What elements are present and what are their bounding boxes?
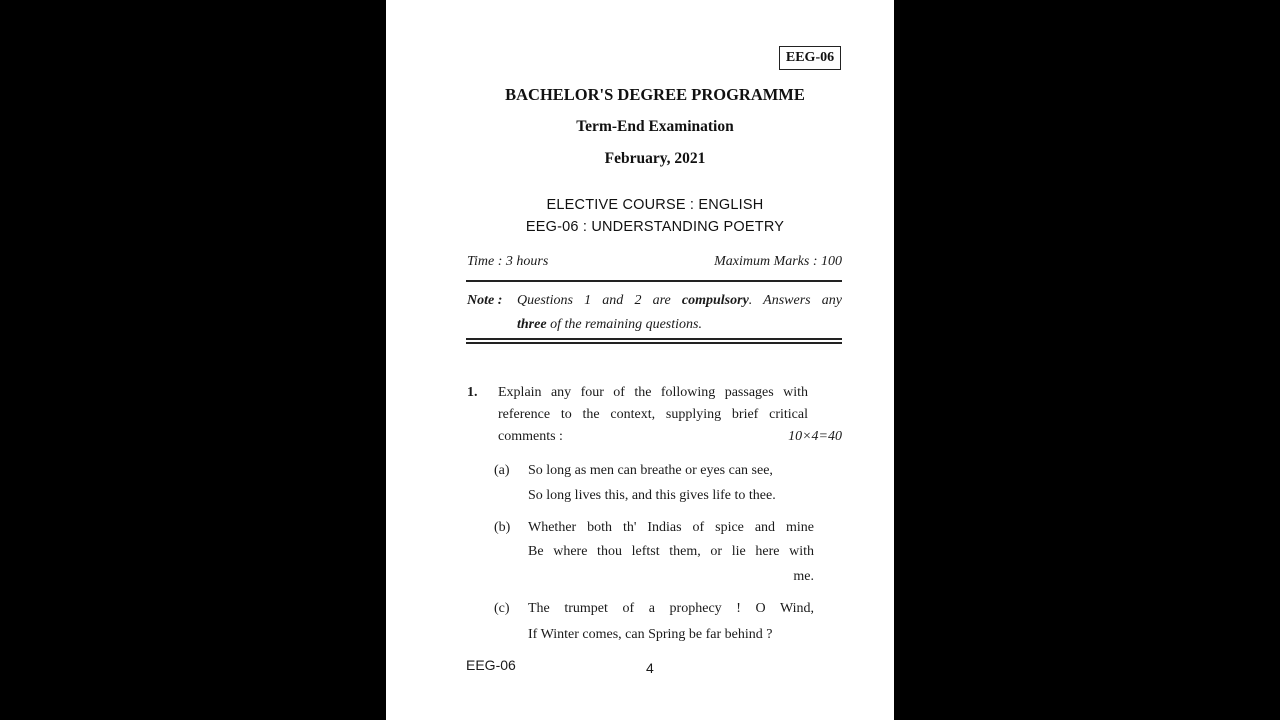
passage-line: The trumpet of a prophecy ! O Wind, — [528, 601, 814, 616]
page-number: 4 — [646, 660, 654, 676]
question-line: comments : — [498, 429, 563, 444]
part-label: (b) — [494, 520, 511, 535]
passage-line: So long lives this, and this gives life to thee. — [528, 488, 776, 503]
part-label: (a) — [494, 463, 510, 478]
note-text: . Answers any — [748, 293, 842, 308]
question-line: Explain any four of the following passages with — [498, 385, 808, 400]
exam-title: Term-End Examination — [576, 118, 734, 135]
note-bold-three: three — [517, 317, 547, 332]
double-rule-top — [466, 338, 842, 340]
note-line-2 — [517, 317, 702, 333]
note-text: Questions 1 and 2 are — [517, 293, 682, 308]
maximum-marks: Maximum Marks : 100 — [714, 254, 842, 269]
divider-rule — [466, 280, 842, 282]
passage-line: So long as men can breathe or eyes can see, — [528, 463, 773, 478]
passage-line: If Winter comes, can Spring be far behind ? — [528, 627, 773, 642]
question-marks: 10×4=40 — [788, 429, 842, 444]
course-title: ELECTIVE COURSE : ENGLISH — [546, 197, 764, 213]
passage-line: me. — [793, 569, 814, 584]
time-allowed: Time : 3 hours — [467, 254, 549, 269]
exam-page — [386, 0, 894, 720]
passage-line: Be where thou leftst them, or lie here with — [528, 544, 814, 559]
paper-code: EEG-06 — [785, 50, 835, 65]
question-line: reference to the context, supplying brief critical — [498, 407, 808, 422]
note-text: of the remaining questions. — [546, 317, 702, 332]
exam-date: February, 2021 — [604, 150, 706, 167]
double-rule-bottom — [466, 342, 842, 344]
question-number: 1. — [467, 385, 478, 400]
footer-code: EEG-06 — [466, 657, 516, 673]
paper-code-box — [779, 46, 841, 70]
note-bold-compulsory: compulsory — [681, 293, 749, 308]
subject-title: EEG-06 : UNDERSTANDING POETRY — [525, 219, 785, 235]
note-label: Note : — [467, 293, 503, 308]
note-line-1 — [517, 293, 842, 309]
part-label: (c) — [494, 601, 510, 616]
programme-title: BACHELOR'S DEGREE PROGRAMME — [505, 85, 805, 104]
passage-line: Whether both th' Indias of spice and mine — [528, 520, 814, 535]
